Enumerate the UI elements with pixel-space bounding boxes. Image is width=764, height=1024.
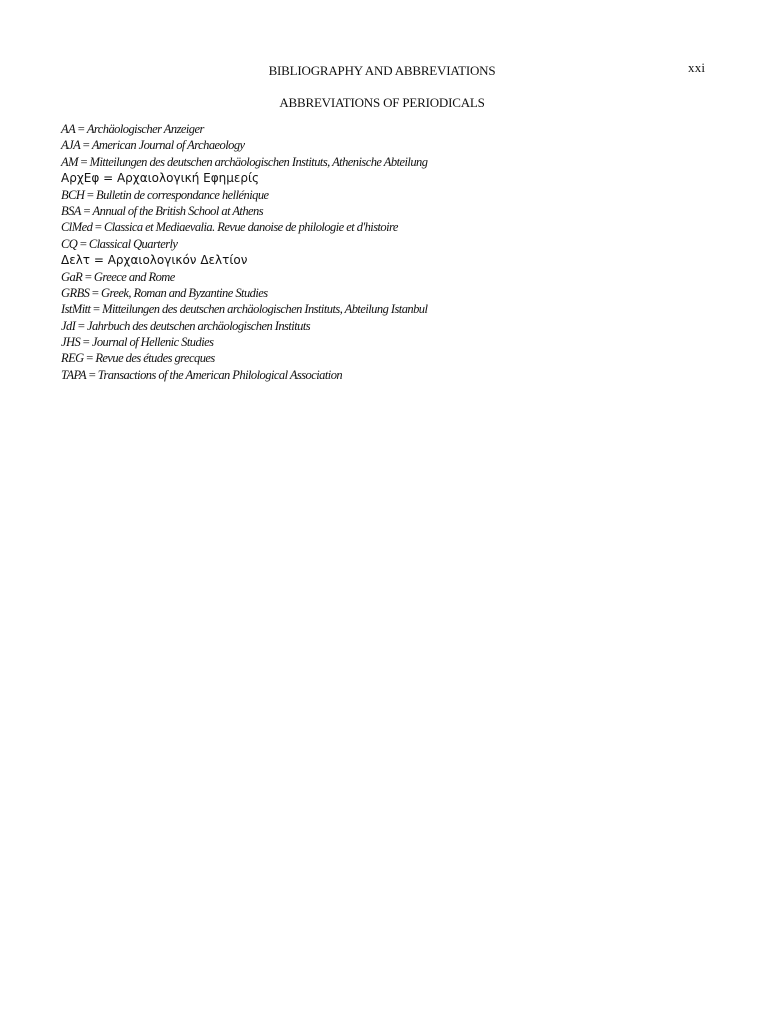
abbreviation-entry xyxy=(61,219,427,235)
periodical-title: Greece and Rome xyxy=(93,269,175,284)
abbreviation-entry xyxy=(61,121,427,137)
equals-sign: = xyxy=(75,318,87,333)
equals-sign: = xyxy=(89,285,102,300)
abbreviation: GaR xyxy=(61,269,83,284)
equals-sign: = xyxy=(83,351,96,366)
abbreviation: AJA xyxy=(61,138,81,153)
equals-sign: = xyxy=(99,171,117,186)
abbreviation-entry xyxy=(61,252,427,268)
abbreviation: CQ xyxy=(61,236,78,251)
equals-sign: = xyxy=(84,187,97,202)
abbreviation: JHS xyxy=(61,335,81,350)
abbreviation: AM xyxy=(61,154,78,169)
page-number: xxi xyxy=(688,60,706,75)
equals-sign: = xyxy=(80,203,93,218)
abbreviation-entry xyxy=(61,154,427,170)
abbreviation: BSA xyxy=(61,203,81,218)
periodical-title: Archäologischer Anzeiger xyxy=(86,122,204,136)
abbreviation-entry xyxy=(61,367,427,383)
periodical-title: American Journal of Archaeology xyxy=(91,138,245,153)
equals-sign: = xyxy=(82,269,94,284)
equals-sign: = xyxy=(77,236,89,251)
abbreviation: IstMitt xyxy=(61,302,91,317)
running-head: BIBLIOGRAPHY AND ABBREVIATIONS xyxy=(268,63,496,78)
abbreviation-entry xyxy=(61,350,427,366)
abbreviation: AA xyxy=(61,122,76,136)
section-heading: ABBREVIATIONS OF PERIODICALS xyxy=(279,95,485,110)
abbreviation: ΑρχΕφ xyxy=(61,171,100,186)
periodical-title: Bulletin de correspondance hellénique xyxy=(96,187,269,202)
abbreviation-entry xyxy=(61,334,427,350)
abbreviation-entry xyxy=(61,285,427,301)
abbreviation: TAPA xyxy=(61,367,87,382)
abbreviation: JdI xyxy=(61,318,76,333)
periodical-title: Mitteilungen des deutschen archäologischen Instituts, Athenische Abteilung xyxy=(89,154,428,169)
periodical-title: Greek, Roman and Byzantine Studies xyxy=(101,285,268,300)
periodical-title: Journal of Hellenic Studies xyxy=(91,335,214,350)
abbreviation-entry xyxy=(61,301,427,317)
equals-sign: = xyxy=(90,253,108,268)
periodical-title: Revue des études grecques xyxy=(95,351,215,366)
periodical-title: Transactions of the American Philological Association xyxy=(97,367,343,382)
abbreviation: BCH xyxy=(61,187,85,202)
periodical-title: Annual of the British School at Athens xyxy=(92,203,264,218)
abbreviation-entry xyxy=(61,170,427,186)
abbreviation-entry xyxy=(61,187,427,203)
abbreviation-entry xyxy=(61,236,427,252)
equals-sign: = xyxy=(86,367,98,382)
abbreviation-entry xyxy=(61,269,427,285)
abbreviation: GRBS xyxy=(61,285,90,300)
abbreviation: Δελτ xyxy=(61,253,91,268)
periodical-title: Classica et Mediaevalia. Revue danoise de philologie et d'histoire xyxy=(103,220,398,235)
equals-sign: = xyxy=(80,335,92,350)
periodical-title: Αρχαιολογικόν Δελτίον xyxy=(107,253,248,268)
periodical-title: Jahrbuch des deutschen archäologischen Instituts xyxy=(86,318,311,333)
abbreviation-list xyxy=(61,121,427,383)
equals-sign: = xyxy=(75,122,87,136)
periodical-title: Classical Quarterly xyxy=(88,236,178,251)
equals-sign: = xyxy=(92,220,104,235)
abbreviation: REG xyxy=(61,351,84,366)
periodical-title: Mitteilungen des deutschen archäologischen Instituts, Abteilung Istanbul xyxy=(102,302,428,317)
abbreviation-entry xyxy=(61,137,427,153)
equals-sign: = xyxy=(90,302,103,317)
abbreviation-entry xyxy=(61,203,427,219)
equals-sign: = xyxy=(77,154,90,169)
abbreviation: ClMed xyxy=(61,220,93,235)
periodical-title: Αρχαιολογική Εφημερίς xyxy=(116,171,260,186)
abbreviation-entry xyxy=(61,318,427,334)
equals-sign: = xyxy=(80,138,92,153)
